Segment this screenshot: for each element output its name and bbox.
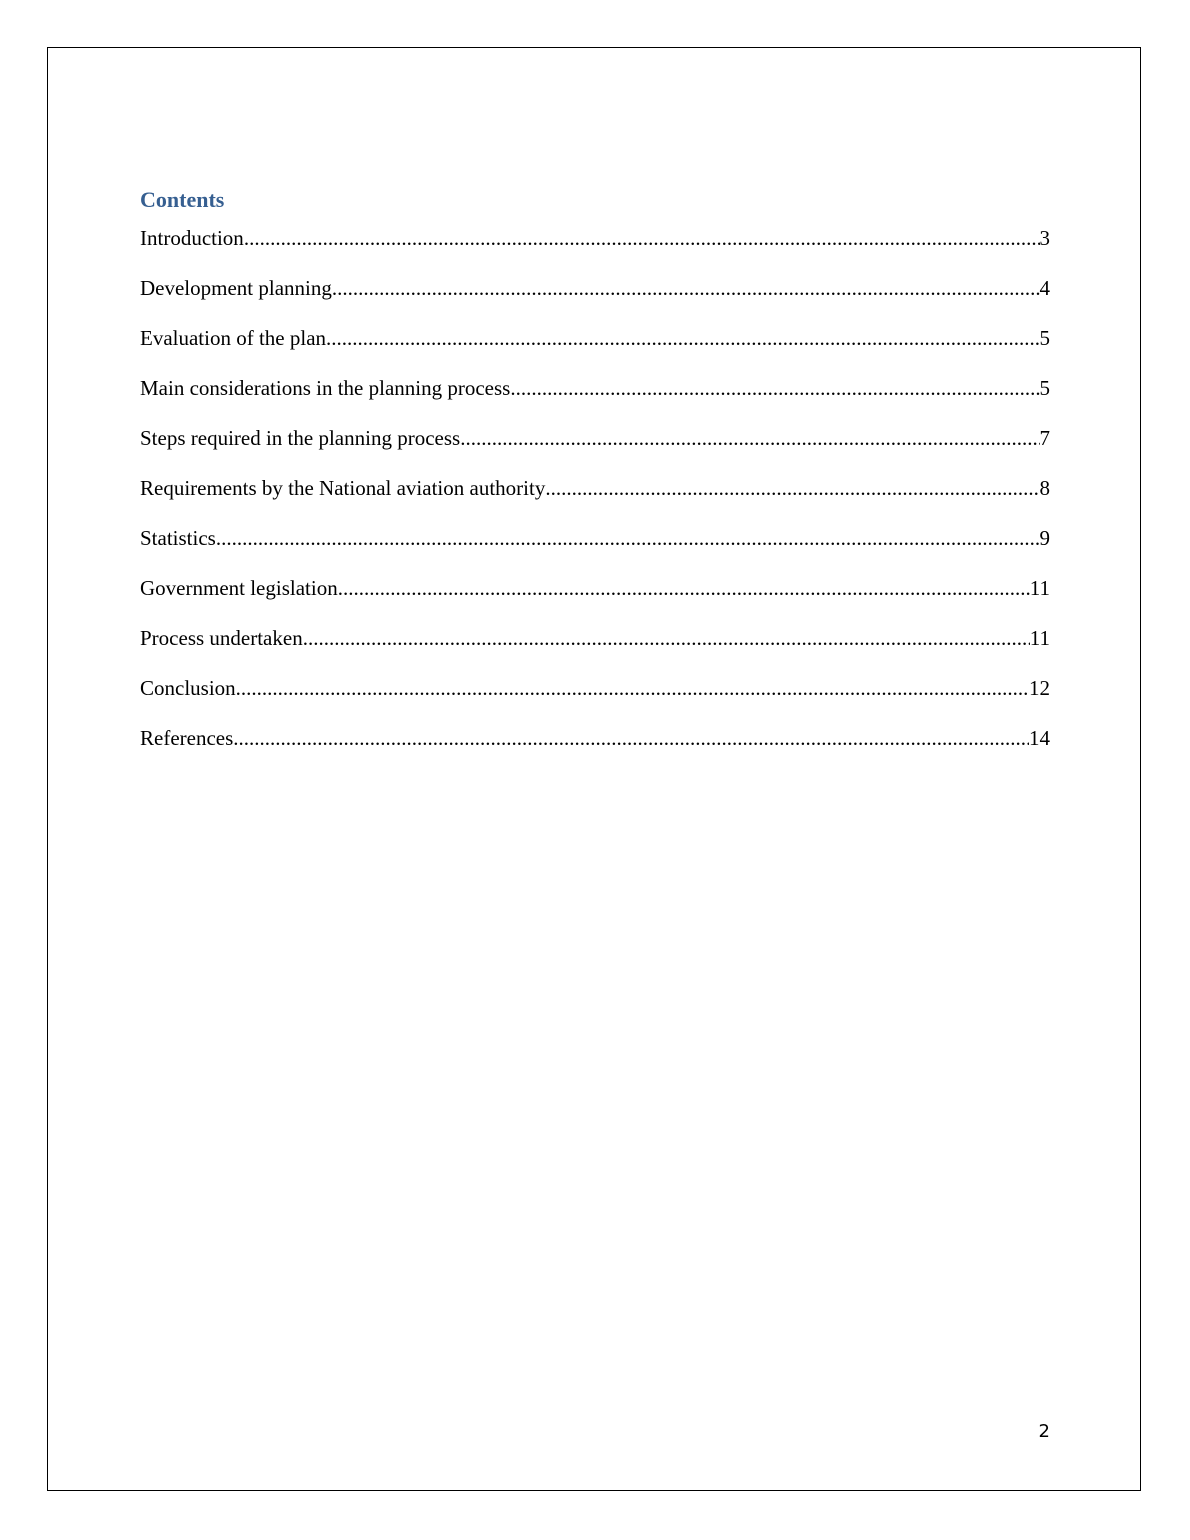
toc-entry-title: Steps required in the planning process <box>140 426 461 450</box>
toc-entry-main-considerations[interactable] <box>140 373 1050 403</box>
toc-entry-page: 11 <box>1029 626 1050 650</box>
toc-list <box>140 223 1050 753</box>
toc-entry-title: Government legislation <box>140 576 338 600</box>
toc-entry-government-legislation[interactable] <box>140 573 1050 603</box>
toc-entry-page: 7 <box>1039 426 1050 450</box>
toc-entry-page: 5 <box>1039 326 1050 350</box>
toc-dot-leader <box>303 623 1030 653</box>
toc-entry-title: Statistics <box>140 526 216 550</box>
toc-dot-leader <box>510 373 1039 403</box>
toc-entry-page: 12 <box>1029 676 1050 700</box>
toc-dot-leader <box>216 523 1040 553</box>
toc-entry-evaluation-of-the-plan[interactable] <box>140 323 1050 353</box>
toc-entry-page: 3 <box>1039 226 1050 250</box>
table-of-contents <box>140 185 1050 773</box>
toc-entry-title: Introduction <box>140 226 244 250</box>
toc-entry-conclusion[interactable] <box>140 673 1050 703</box>
toc-entry-page: 5 <box>1039 376 1050 400</box>
toc-dot-leader <box>545 473 1039 503</box>
toc-entry-title: Evaluation of the plan <box>140 326 327 350</box>
toc-entry-page: 11 <box>1029 576 1050 600</box>
toc-dot-leader <box>326 323 1039 353</box>
toc-entry-development-planning[interactable] <box>140 273 1050 303</box>
toc-entry-references[interactable] <box>140 723 1050 753</box>
toc-entry-title: Conclusion <box>140 676 236 700</box>
toc-entry-title: Development planning <box>140 276 332 300</box>
toc-entry-page: 14 <box>1029 726 1050 750</box>
toc-entry-page: 9 <box>1039 526 1050 550</box>
toc-dot-leader <box>233 723 1029 753</box>
toc-dot-leader <box>338 573 1030 603</box>
toc-entry-page: 4 <box>1039 276 1050 300</box>
toc-entry-title: Process undertaken <box>140 626 303 650</box>
toc-entry-requirements-naa[interactable] <box>140 473 1050 503</box>
toc-entry-steps-required[interactable] <box>140 423 1050 453</box>
toc-dot-leader <box>332 273 1040 303</box>
toc-dot-leader <box>244 223 1040 253</box>
toc-entry-title: References <box>140 726 234 750</box>
page-number: 2 <box>1038 1421 1050 1442</box>
toc-dot-leader <box>236 673 1029 703</box>
toc-entry-page: 8 <box>1039 476 1050 500</box>
toc-heading: Contents <box>140 187 225 212</box>
toc-entry-statistics[interactable] <box>140 523 1050 553</box>
toc-dot-leader <box>460 423 1039 453</box>
toc-entry-process-undertaken[interactable] <box>140 623 1050 653</box>
toc-entry-title: Requirements by the National aviation authority <box>140 476 546 500</box>
toc-entry-title: Main considerations in the planning process <box>140 376 511 400</box>
toc-entry-introduction[interactable] <box>140 223 1050 253</box>
